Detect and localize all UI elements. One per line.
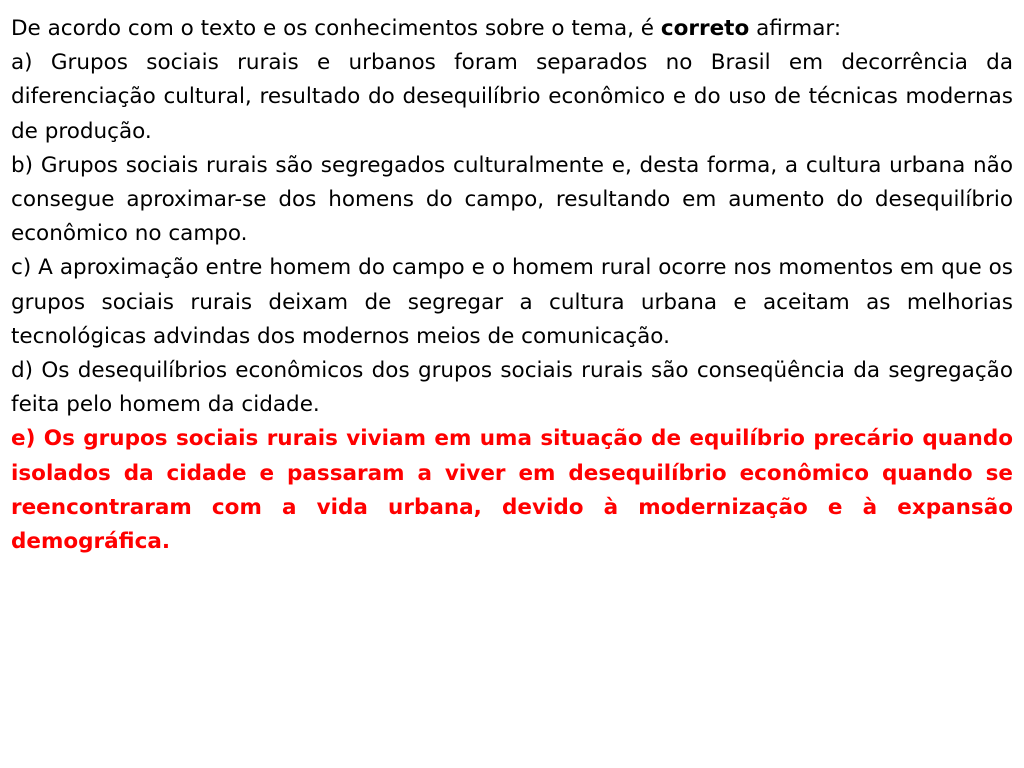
- question-slide: [11, 12, 1013, 559]
- option-a: a) Grupos sociais rurais e urbanos foram separados no Brasil em decorrência da diferenciação cultural, resultado do desequilíbrio econômico e do uso de técnicas modernas de produção.: [11, 50, 1013, 144]
- option-c: c) A aproximação entre homem do campo e o homem rural ocorre nos momentos em que os grupos sociais rurais deixam de segregar a cultura urbana e aceitam as melhorias tecnológicas advindas dos modernos meios de comunicação.: [11, 255, 1013, 349]
- option-e-correct-answer: e) Os grupos sociais rurais viviam em uma situação de equilíbrio precário quando isolados da cidade e passaram a viver em desequilíbrio econômico quando se reencontraram com a vida urbana, devido à modernização e à expansão demográfica.: [11, 426, 1013, 555]
- question-stem-end: afirmar:: [749, 16, 842, 41]
- option-b: b) Grupos sociais rurais são segregados culturalmente e, desta forma, a cultura urbana não consegue aproximar-se dos homens do campo, resultando em aumento do desequilíbrio econômico no campo.: [11, 152, 1013, 247]
- question-stem-keyword: correto: [660, 16, 750, 41]
- option-d: d) Os desequilíbrios econômicos dos grupos sociais rurais são conseqüência da segregação feita pelo homem da cidade.: [11, 358, 1013, 418]
- question-stem-text: De acordo com o texto e os conhecimentos sobre o tema, é: [11, 16, 661, 41]
- question-stem: [11, 12, 1013, 46]
